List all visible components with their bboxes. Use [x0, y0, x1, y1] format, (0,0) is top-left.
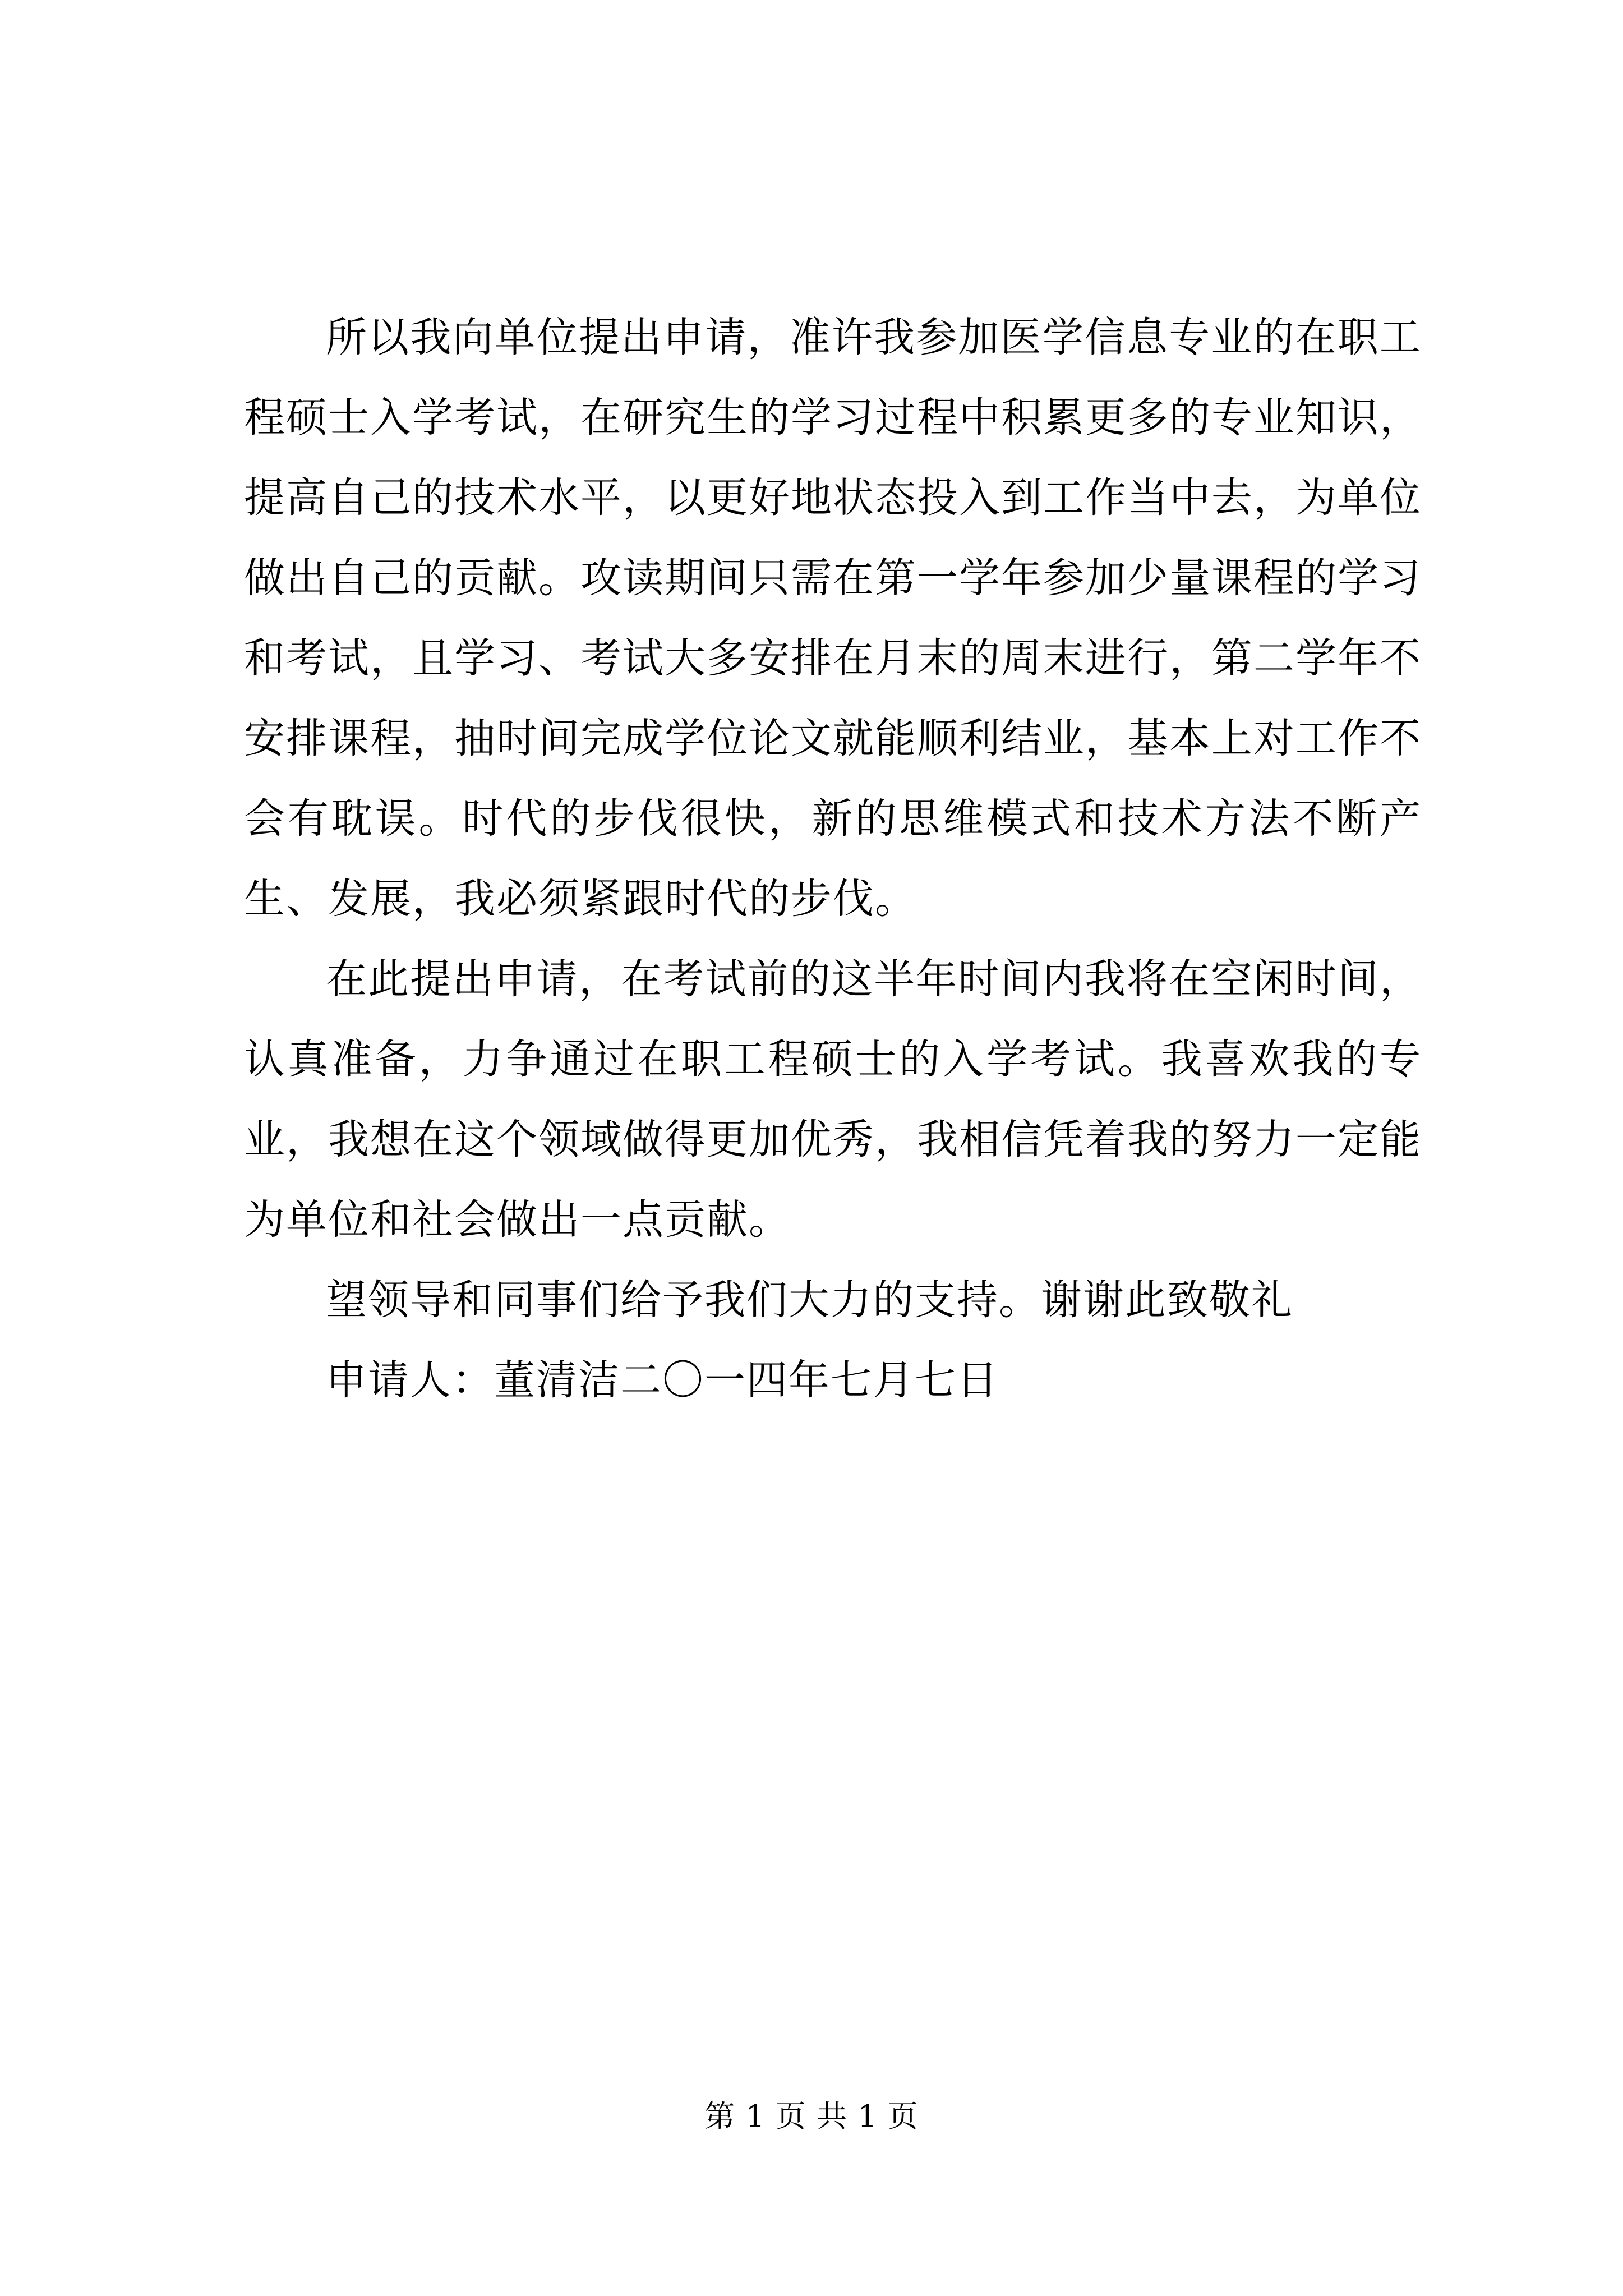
paragraph-exam-preparation: 在此提出申请，在考试前的这半年时间内我将在空闲时间，认真准备，力争通过在职工程硕士的入学考试。我喜欢我的专业，我想在这个领域做得更加优秀，我相信凭着我的努力一定能为单位和社会做出一点贡献。 — [244, 955, 1422, 1244]
document-body — [244, 297, 1422, 1420]
page-number-footer: 第 1 页 共 1 页 — [704, 2099, 919, 2134]
paragraph-signature-date: 申请人：董清洁二〇一四年七月七日 — [326, 1356, 999, 1404]
paragraph-application-reason: 所以我向单位提出申请，准许我参加医学信息专业的在职工程硕士入学考试，在研究生的学习过程中积累更多的专业知识，提高自己的技术水平，以更好地状态投入到工作当中去，为单位做出自己的贡献。攻读期间只需在第一学年参加少量课程的学习和考试，且学习、考试大多安排在月末的周末进行，第二学年不安排课程，抽时间完成学位论文就能顺利结业，基本上对工作不会有耽误。时代的步伐很快，新的思维模式和技术方法不断产生、发展，我必须紧跟时代的步伐。 — [244, 314, 1422, 923]
paragraph-closing: 望领导和同事们给予我们大力的支持。谢谢此致敬礼 — [326, 1276, 1293, 1324]
